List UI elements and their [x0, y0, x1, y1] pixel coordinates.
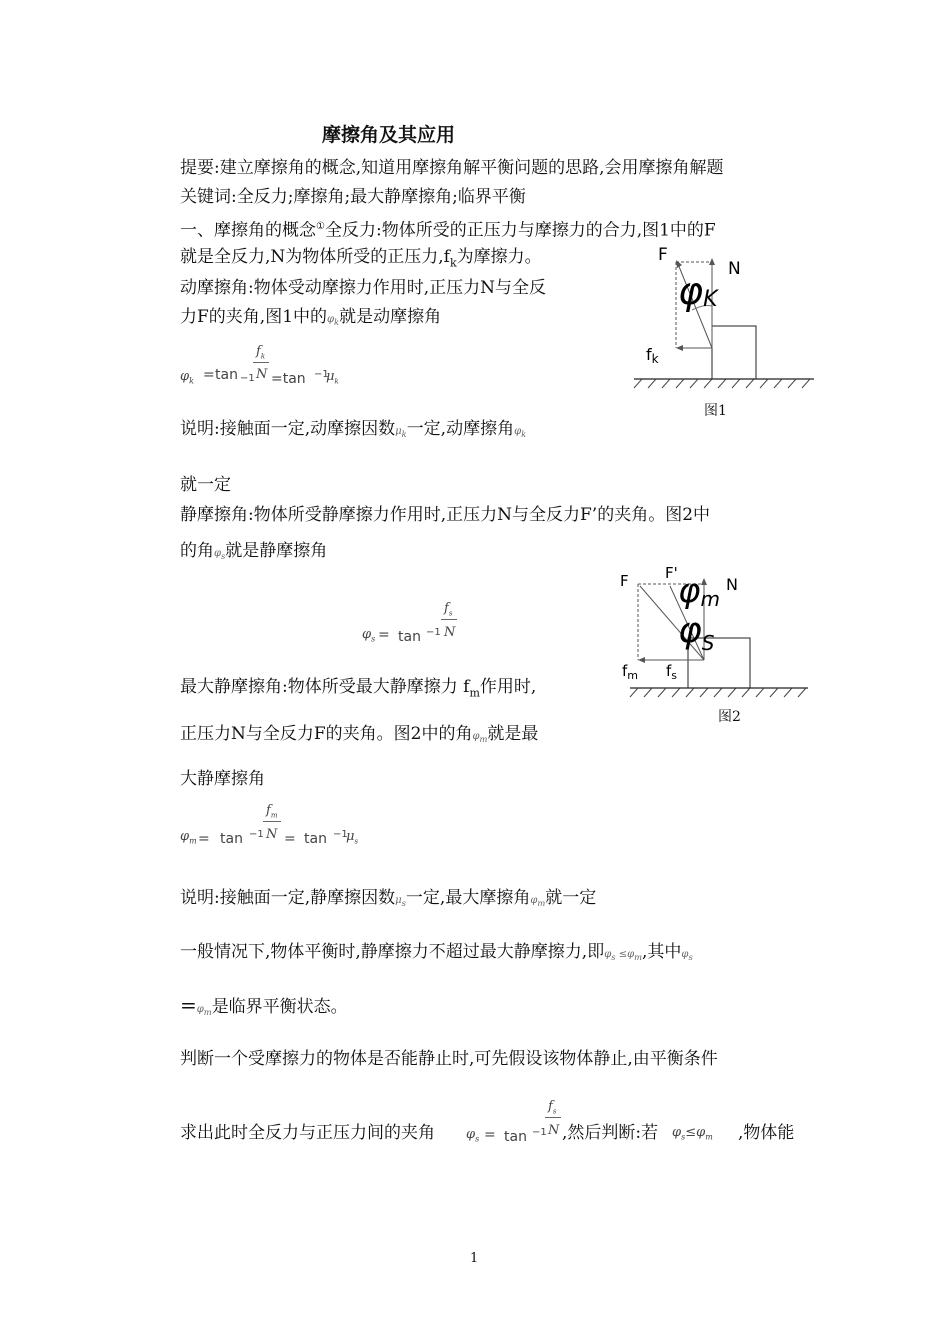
- f1-lhs: $\varphi_k$: [180, 369, 194, 386]
- f1-eq2: =tan: [271, 371, 306, 387]
- phi-m-inline-2: $\varphi_m$: [530, 895, 546, 908]
- note2-b: 一定,最大摩擦角: [405, 888, 531, 908]
- kinetic-line2: [180, 306, 441, 333]
- judge-line2-b: ,然后判断:若: [562, 1123, 659, 1143]
- resultant-arrowhead: [676, 260, 682, 268]
- phi-s-inline: $\varphi_s$: [214, 548, 226, 561]
- fig2-label-fs: $f_s$: [666, 662, 678, 682]
- f2-inv: −1: [426, 627, 441, 638]
- f4-num: $f_s$: [548, 1099, 557, 1116]
- note1-line2: 就一定: [180, 475, 231, 495]
- f1-num: $f_k$: [256, 344, 266, 361]
- fk-sub: k: [449, 256, 457, 270]
- figure-2-caption: 图2: [718, 709, 741, 725]
- f2-num: $f_s$: [444, 601, 453, 618]
- judge-line2-a: 求出此时全反力与正压力间的夹角: [180, 1123, 435, 1143]
- f1-fraction-bar: [253, 362, 269, 363]
- fig2-label-Fprime: F': [665, 564, 678, 582]
- max-line2-a: 正压力N与全反力F的夹角。图2中的角: [180, 724, 473, 744]
- f3-fraction-bar: [263, 821, 281, 822]
- normal-arrowhead: [709, 258, 715, 265]
- f3-tan: tan: [220, 831, 243, 847]
- f3-den: N: [266, 827, 278, 842]
- figure-2-diagram: [610, 560, 810, 705]
- note1-line: [180, 418, 526, 445]
- keywords: 关键词:全反力;摩擦角;最大静摩擦角;临界平衡: [180, 187, 526, 207]
- fig2-label-fm: $f_m$: [622, 662, 638, 682]
- fig2-label-N: N: [726, 575, 738, 594]
- f4-lhs: $\varphi_s$: [466, 1127, 480, 1144]
- ground-hatching-2: [630, 688, 806, 697]
- static-line2-a: 的角: [180, 541, 214, 561]
- f3-eq2: =: [284, 831, 296, 847]
- general-line: [180, 932, 693, 968]
- f1-tan: tan: [215, 367, 238, 383]
- f3-inv2: −1: [333, 829, 348, 840]
- friction-arrowhead: [676, 345, 683, 351]
- fig2-phi-s: $\varphi_S$: [678, 610, 715, 655]
- note1-b: 一定,动摩擦角: [406, 419, 515, 439]
- page-title: 摩擦角及其应用: [322, 124, 456, 146]
- f3-lhs: $\varphi_m$: [180, 829, 197, 846]
- kinetic-line2-a: 力F的夹角,图1中的: [180, 307, 328, 327]
- figure-1-diagram: [620, 240, 820, 390]
- mu-s-inline: $\mu_s$: [395, 895, 406, 908]
- equals-sign: =: [180, 993, 197, 1017]
- f2-fraction-bar: [441, 619, 457, 620]
- critical-line: [180, 994, 348, 1023]
- max-line1-b: 作用时,: [479, 677, 537, 697]
- note2-line: [180, 876, 596, 914]
- section1-line2-b: 为摩擦力。: [456, 247, 542, 267]
- max-line2: [180, 712, 538, 750]
- normal-arrowhead-2: [701, 578, 707, 585]
- static-line2-b: 就是静摩擦角: [225, 541, 328, 561]
- f2-den: N: [444, 625, 456, 640]
- block: [712, 326, 756, 379]
- f4-fraction-bar: [545, 1117, 561, 1118]
- f4-eq: =: [484, 1127, 496, 1143]
- f4-den: N: [548, 1123, 560, 1138]
- max-line2-b: 就是最: [487, 724, 539, 744]
- f4-tan: tan: [504, 1129, 527, 1145]
- fm-sub: m: [469, 686, 480, 700]
- max-line1-a: 最大静摩擦角:物体所受最大静摩擦力 f: [180, 677, 470, 697]
- judge-line1: 判断一个受摩擦力的物体是否能静止时,可先假设该物体静止,由平衡条件: [180, 1049, 718, 1069]
- section1-heading: 一、摩擦角的概念: [180, 220, 316, 241]
- page-number: 1: [470, 1251, 479, 1266]
- kinetic-line2-b: 就是动摩擦角: [339, 307, 442, 327]
- f4-inequality: $\varphi_s\le\varphi_m$: [672, 1125, 713, 1142]
- max-line1: [180, 676, 536, 704]
- f3-inv: −1: [249, 829, 264, 840]
- f1-eq: =: [203, 367, 215, 383]
- section1-line2-a: 就是全反力,N为物体所受的正压力,f: [180, 247, 450, 267]
- f2-lhs: $\varphi_s$: [362, 627, 376, 644]
- figure-1-caption: 图1: [704, 403, 727, 419]
- phi-m-inline-3: $\varphi_m$: [196, 1004, 212, 1017]
- phi-k-inline: $\varphi_k$: [327, 314, 340, 327]
- section1-line2: [180, 246, 542, 274]
- f3-eq: =: [198, 831, 210, 847]
- f3-num: $f_m$: [266, 803, 278, 820]
- general-b: ,其中: [642, 942, 682, 962]
- f3-mu: $\mu_s$: [346, 829, 359, 846]
- section1-line1: [180, 216, 716, 242]
- f1-inv2: −1: [314, 369, 329, 380]
- max-line3: 大静摩擦角: [180, 769, 265, 789]
- static-line1: 静摩擦角:物体所受静摩擦力作用时,正压力N与全反力F’的夹角。图2中: [180, 505, 711, 525]
- fig2-label-F: F: [620, 572, 629, 590]
- fig2-phi-m: φm: [678, 571, 720, 611]
- f1-den: N: [256, 367, 268, 382]
- section1-text: 全反力:物体所受的正压力与摩擦力的合力,图1中的F: [324, 220, 716, 241]
- f2-eq: =: [378, 627, 390, 643]
- f4-inv: −1: [532, 1127, 547, 1138]
- f1-mu: $\mu_k$: [326, 369, 339, 386]
- fig1-label-N: N: [728, 259, 741, 279]
- note2-a: 说明:接触面一定,静摩擦因数: [180, 888, 396, 908]
- ground-hatching: [634, 379, 810, 388]
- inequality-inline: $\varphi_s \le\varphi_m$: [604, 949, 643, 962]
- fig1-label-fk: fk: [646, 345, 659, 366]
- general-a: 一般情况下,物体平衡时,静摩擦力不超过最大静摩擦力,即: [180, 942, 605, 962]
- fig1-label-F: F: [658, 245, 668, 265]
- judge-line2-c: ,物体能: [738, 1123, 795, 1143]
- note1-a: 说明:接触面一定,动摩擦因数: [180, 419, 396, 439]
- friction-arrowhead-2: [638, 657, 645, 663]
- summary: 提要:建立摩擦角的概念,知道用摩擦角解平衡问题的思路,会用摩擦角解题: [180, 158, 724, 178]
- general-c: 是临界平衡状态。: [211, 997, 348, 1017]
- note2-c: 就一定: [545, 888, 597, 908]
- phi-s-inline-2: $\varphi_s$: [681, 949, 693, 962]
- phi-k-inline-2: $\varphi_k$: [514, 426, 527, 439]
- f3-tan2: tan: [304, 831, 327, 847]
- f1-inv: −1: [240, 373, 255, 384]
- footnote-mark: ①: [316, 221, 325, 232]
- static-line2: [180, 540, 327, 567]
- mu-k-inline: $\mu_k$: [395, 426, 407, 439]
- kinetic-line1: 动摩擦角:物体受动摩擦力作用时,正压力N与全反: [180, 278, 547, 298]
- fig1-phi-k: φK: [678, 269, 718, 313]
- phi-m-inline: $\varphi_m$: [472, 731, 488, 744]
- f2-tan: tan: [398, 629, 421, 645]
